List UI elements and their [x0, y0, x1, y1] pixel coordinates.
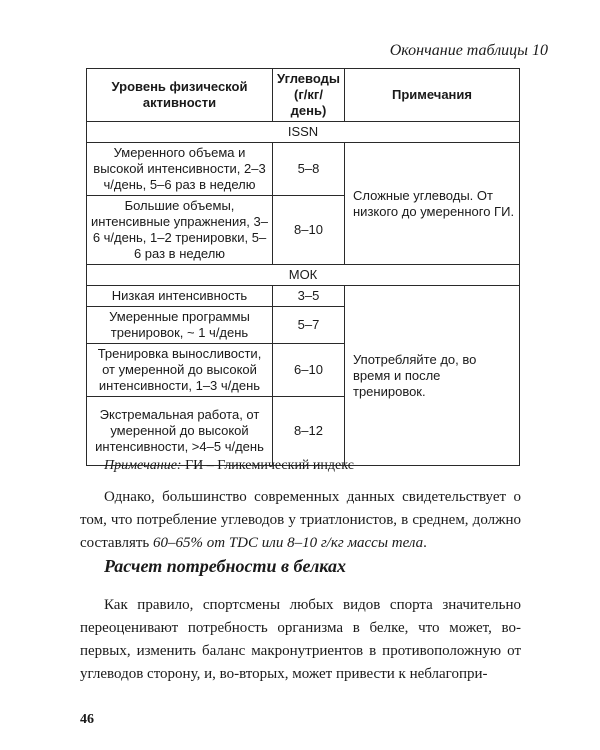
activity-cell: Низкая интенсивность [87, 286, 273, 307]
body-paragraph-2: Как правило, спортсмены любых видов спорта значительно переоценивают потребность организма в белке, что может, во-первых, изменить баланс макронутриентов в противоположную от углеводов сторону, и, во-вторых, может привести к неблагопри- [80, 597, 521, 682]
table-footnote [104, 458, 354, 474]
section-row-issn [87, 122, 520, 143]
notes-cell-issn: Сложные углеводы. От низкого до умеренного ГИ. [345, 143, 520, 265]
header-carbohydrates: Углеводы (г/кг/день) [273, 69, 345, 122]
activity-cell: Умеренного объема и высокой интенсивности, 2–3 ч/день, 5–6 раз в неделю [87, 143, 273, 196]
activity-cell: Экстремальная работа, от умеренной до высокой интенсивности, >4–5 ч/день [87, 397, 273, 466]
header-activity-level: Уровень физической активности [87, 69, 273, 122]
paragraph-text: Однако, большинство современных данных свидетельствует о том, что потребление углеводов у триатлонистов, в среднем, должно составлять [80, 489, 521, 551]
table-continuation-title: Окончание таблицы 10 [389, 42, 548, 59]
notes-cell-mok: Употребляйте до, во время и после тренировок. [345, 286, 520, 466]
section-row-mok [87, 265, 520, 286]
body-paragraph-1 [80, 486, 521, 555]
table-row [87, 286, 520, 307]
carbohydrate-table [86, 68, 520, 466]
activity-cell: Большие объемы, интенсивные упражнения, 3–6 ч/день, 1–2 тренировки, 5–6 раз в неделю [87, 196, 273, 265]
carbs-cell: 5–8 [273, 143, 345, 196]
activity-cell: Тренировка выносливости, от умеренной до высокой интенсивности, 1–3 ч/день [87, 344, 273, 397]
table-header-row [87, 69, 520, 122]
paragraph-end: . [423, 535, 427, 551]
carbs-cell: 3–5 [273, 286, 345, 307]
table-row [87, 143, 520, 196]
section-label-issn: ISSN [87, 122, 520, 143]
paragraph-italic-text: 60–65% от TDC или 8–10 г/кг массы тела [153, 535, 424, 551]
section-heading: Расчет потребности в белках [104, 556, 346, 576]
activity-cell: Умеренные программы тренировок, ~ 1 ч/день [87, 307, 273, 344]
footnote-label: Примечание: [104, 458, 182, 473]
header-notes: Примечания [345, 69, 520, 122]
page-number: 46 [80, 712, 94, 727]
carbs-cell: 8–10 [273, 196, 345, 265]
carbs-cell: 5–7 [273, 307, 345, 344]
section-label-mok: МОК [87, 265, 520, 286]
footnote-text: ГИ – Гликемический индекс [181, 458, 354, 473]
carbs-cell: 6–10 [273, 344, 345, 397]
carbs-cell: 8–12 [273, 397, 345, 466]
